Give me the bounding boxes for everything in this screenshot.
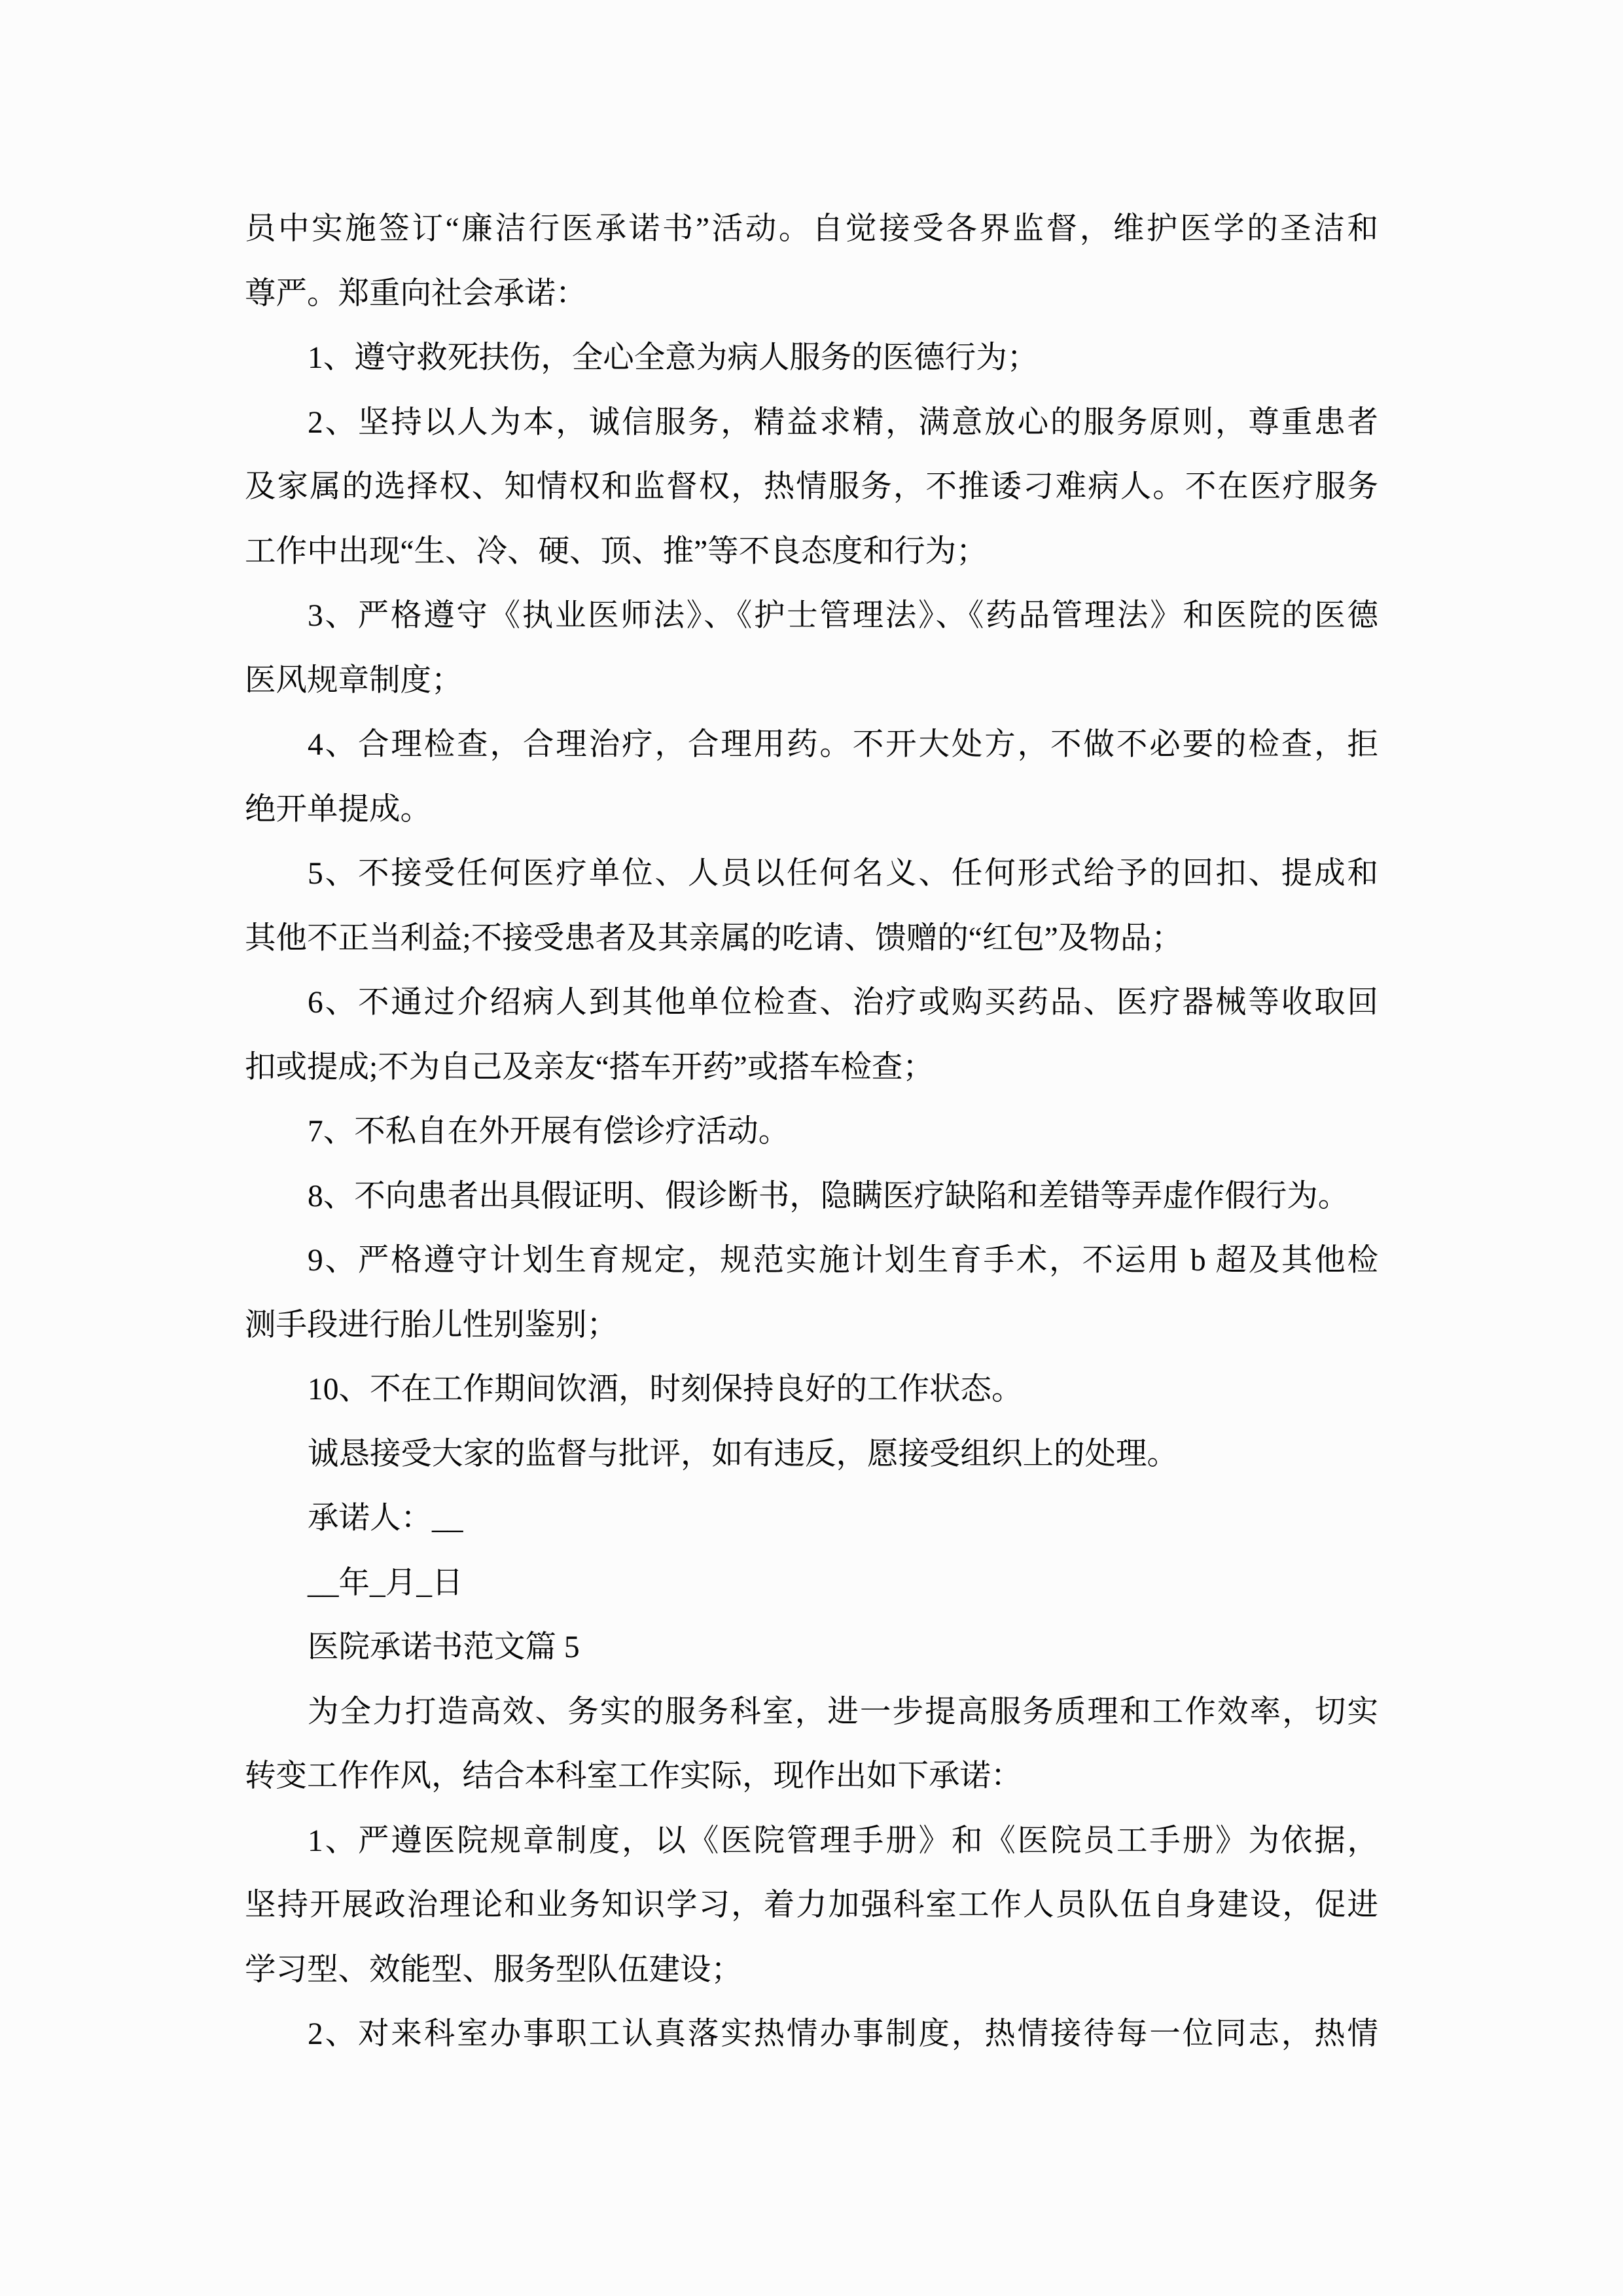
text-line: 转变工作作风，结合本科室工作实际，现作出如下承诺： xyxy=(245,1759,1022,1793)
text-line: 6、不通过介绍病人到其他单位检查、治疗或购买药品、医疗器械等收取回 xyxy=(308,986,1378,1020)
text-line: __年_月_日 xyxy=(308,1566,463,1600)
text-line: 坚持开展政治理论和业务知识学习，着力加强科室工作人员队伍自身建设，促进 xyxy=(245,1888,1378,1922)
text-line: 医风规章制度； xyxy=(245,663,463,698)
text-line: 诚恳接受大家的监督与批评，如有违反，愿接受组织上的处理。 xyxy=(308,1437,1178,1471)
text-line: 其他不正当利益;不接受患者及其亲属的吃请、馈赠的“红包”及物品； xyxy=(245,921,1183,956)
text-line: 2、对来科室办事职工认真落实热情办事制度，热情接待每一位同志，热情 xyxy=(308,2017,1378,2051)
text-line: 员中实施签订“廉洁行医承诺书”活动。自觉接受各界监督，维护医学的圣洁和 xyxy=(245,212,1378,246)
text-line: 绝开单提成。 xyxy=(245,792,431,827)
text-line: 学习型、效能型、服务型队伍建设； xyxy=(245,1952,742,1987)
text-line: 1、遵守救死扶伤，全心全意为病人服务的医德行为； xyxy=(308,341,1039,375)
text-line: 为全力打造高效、务实的服务科室，进一步提高服务质理和工作效率，切实 xyxy=(308,1695,1378,1729)
text-line: 承诺人：__ xyxy=(308,1501,463,1535)
text-line: 扣或提成;不为自己及亲友“搭车开药”或搭车检查； xyxy=(245,1050,934,1085)
text-line: 7、不私自在外开展有偿诊疗活动。 xyxy=(308,1115,790,1149)
text-line: 医院承诺书范文篇 5 xyxy=(308,1630,580,1664)
text-line: 及家属的选择权、知情权和监督权，热情服务，不推诿刁难病人。不在医疗服务 xyxy=(245,470,1378,504)
text-line: 测手段进行胎儿性别鉴别； xyxy=(245,1308,618,1342)
text-line: 8、不向患者出具假证明、假诊断书，隐瞒医疗缺陷和差错等弄虚作假行为。 xyxy=(308,1179,1349,1213)
text-line: 尊严。郑重向社会承诺： xyxy=(245,276,587,311)
text-line: 5、不接受任何医疗单位、人员以任何名义、任何形式给予的回扣、提成和 xyxy=(308,857,1378,891)
text-line: 4、合理检查，合理治疗，合理用药。不开大处方，不做不必要的检查，拒 xyxy=(308,728,1378,762)
text-line: 10、不在工作期间饮酒，时刻保持良好的工作状态。 xyxy=(308,1372,1023,1407)
text-line: 工作中出现“生、冷、硬、顶、推”等不良态度和行为； xyxy=(245,534,988,569)
document-text-block xyxy=(245,197,1378,2067)
text-line: 3、严格遵守《执业医师法》、《护士管理法》、《药品管理法》和医院的医德 xyxy=(308,599,1378,633)
text-line: 1、严遵医院规章制度，以《医院管理手册》和《医院员工手册》为依据， xyxy=(308,1823,1378,1858)
text-line: 9、严格遵守计划生育规定，规范实施计划生育手术，不运用 b 超及其他检 xyxy=(308,1244,1378,1278)
text-line: 2、坚持以人为本，诚信服务，精益求精，满意放心的服务原则，尊重患者 xyxy=(308,405,1378,440)
